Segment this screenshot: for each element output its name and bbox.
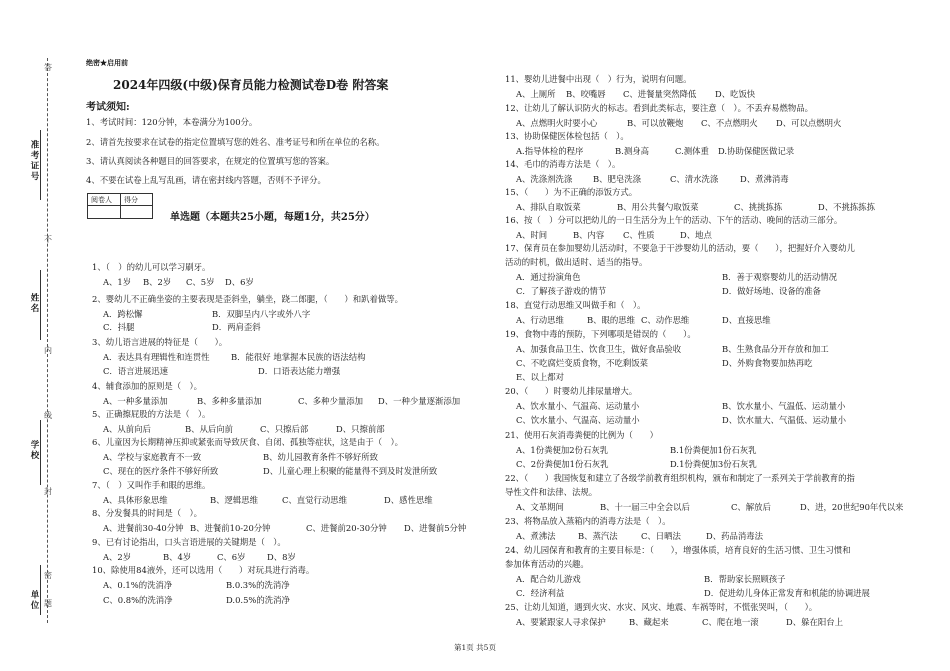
answer-option: C、不吃腐烂变质食物，不吃剩饭菜 (516, 358, 649, 368)
score-box-score: 得分 (124, 196, 138, 204)
answer-option: D、外购食物要加热再吃 (722, 358, 813, 368)
answer-option: D、饮水量大、气温低、运动量小 (722, 415, 846, 425)
notice-line: 1、考试时间：120分钟，本卷满分为100分。 (86, 117, 258, 127)
question-stem: 2、婴幼儿不正确坐姿的主要表现是歪斜坐，躺坐，跷二郎腿，（ ）和趴着做等。 (92, 294, 404, 304)
answer-option: B、幼儿园教育条件不够好所致 (263, 452, 379, 462)
answer-option: D、一种少量逐渐添加 (378, 396, 461, 406)
answer-option: C．语言进展迅速 (103, 366, 169, 376)
answer-option: B.测身高 (615, 146, 649, 156)
answer-option: A、具体形象思维 (103, 495, 168, 505)
question-stem: 25、让幼儿知道，遇到火灾、水灾、风灾、地震、车祸等时，不慌张哭叫，（ ）。 (505, 602, 818, 612)
question-stem: 18、直觉行动思维又叫做手和（ ）。 (505, 300, 646, 310)
answer-option: A、文革期间 (516, 502, 564, 512)
question-stem-cont: 导性文件和法律、法规。 (505, 487, 598, 497)
answer-option: C、5岁 (186, 277, 215, 287)
answer-option: D、进餐前5分钟 (404, 523, 467, 533)
notice-line: 2、请首先按要求在试卷的指定位置填写您的姓名、准考证号和所在单位的名称。 (86, 137, 385, 147)
notice-title: 考试须知: (86, 102, 130, 113)
answer-option: C、日晒法 (641, 531, 681, 541)
answer-option: C、6岁 (217, 552, 246, 562)
notice-line: 3、请认真阅读各种题目的回答要求，在规定的位置填写您的答案。 (86, 156, 335, 166)
answer-option: D、煮沸消毒 (740, 174, 789, 184)
answer-option: A、洗涤剂洗涤 (516, 174, 573, 184)
answer-option: D、地点 (680, 230, 712, 240)
score-box (87, 193, 153, 219)
notice-line: 4、不要在试卷上乱写乱画，请在密封线内答题，否则不予评分。 (86, 175, 326, 185)
binding-label-name: 姓名 (29, 293, 39, 314)
answer-option: A．表达具有理辑性和连贯性 (103, 352, 210, 362)
answer-option: A、一种多量添加 (103, 396, 168, 406)
answer-option: B.1份粪便加1份石灰乳 (670, 445, 757, 455)
answer-option: C．了解孩子游戏的情节 (516, 286, 607, 296)
binding-fill-line (40, 130, 41, 200)
answer-option: C、直觉行动思维 (282, 495, 348, 505)
answer-option: B、咬嘴唇 (566, 89, 606, 99)
section-heading: 单选题（本题共25小题，每题1分，共25分） (170, 212, 375, 223)
answer-option: D、6岁 (225, 277, 254, 287)
binding-fill-line (40, 270, 41, 340)
answer-option: E、以上都对 (516, 372, 564, 382)
answer-option: A、从前向后 (103, 424, 151, 434)
binding-label-school: 学校 (29, 440, 39, 461)
answer-option: B．能很好 地掌握本民族的语法结构 (231, 352, 366, 362)
question-stem: 4、辅食添加的原则是（ ）。 (92, 381, 203, 391)
answer-option: B、生熟食品分开存放和加工 (722, 344, 829, 354)
answer-option: A、加强食品卫生、饮食卫生，做好食品验收 (516, 344, 682, 354)
answer-option: C．抖腿 (103, 322, 135, 332)
question-stem-cont: 参加体育活动的兴趣。 (505, 559, 589, 569)
answer-option: A．配合幼儿游戏 (516, 574, 581, 584)
answer-option: C、性质 (623, 230, 655, 240)
score-box-grader: 阅卷人 (91, 196, 112, 204)
secret-label: 绝密★启用前 (86, 58, 128, 67)
question-stem: 7、（ ）又叫作手和眼的思维。 (92, 480, 211, 490)
answer-option: C、进餐量突然降低 (623, 89, 697, 99)
answer-option: A、行动思维 (516, 315, 564, 325)
answer-option: D、儿童心理上积聚的能量得不到及时发泄所致 (263, 466, 438, 476)
answer-option: C．经济利益 (516, 588, 565, 598)
answer-option: C、0.8%的洗消净 (103, 595, 173, 605)
answer-option: B、2岁 (143, 277, 172, 287)
answer-option: A．通过扮演角色 (516, 272, 581, 282)
question-stem: 15、（ ）为不正确的添饭方式。 (505, 187, 638, 197)
question-stem: 12、让幼儿了解认识防火的标志。看到此类标志，要注意（ ）。不丢弃易燃物品。 (505, 103, 813, 113)
seal-mark: 内 (44, 346, 52, 355)
answer-option: C、多种少量添加 (298, 396, 364, 406)
question-stem: 6、儿童因为长期精神压抑或紧张而导致厌食、自闭、孤独等症状，这是由于（ ）。 (92, 437, 404, 447)
answer-option: D．口语表达能力增强 (258, 366, 341, 376)
answer-option: A、1岁 (103, 277, 132, 287)
answer-option: A．跨松懈 (103, 309, 143, 319)
answer-option: A、饮水量小、气温高、运动量小 (516, 401, 640, 411)
answer-option: D．两肩歪斜 (212, 322, 261, 332)
answer-option: C、挑挑拣拣 (734, 202, 783, 212)
answer-option: D、不挑拣拣拣 (818, 202, 875, 212)
seal-mark: 线 (44, 411, 52, 420)
question-stem: 17、保育员在参加婴幼儿活动时，不要急于干涉婴幼儿的活动，要（ ），把握好介入婴幼儿 (505, 243, 855, 253)
answer-option: B、逻辑思维 (210, 495, 259, 505)
answer-option: B、蒸汽法 (578, 531, 618, 541)
answer-option: A、进餐前30-40分钟 (103, 523, 184, 533)
question-stem: 9、已有讨论指出，口头言语进展的关键期是（ ）。 (92, 537, 286, 547)
answer-option: D、吃饭快 (715, 89, 756, 99)
answer-option: D、药品消毒法 (706, 531, 763, 541)
answer-option: C、饮水量小、气温高、运动量小 (516, 415, 640, 425)
answer-option: C、解放后 (731, 502, 771, 512)
answer-option: A、0.1%的洗消净 (103, 580, 173, 590)
answer-option: C、只擦后部 (260, 424, 309, 434)
seal-mark: 答 (44, 63, 52, 72)
answer-option: B、多种多量添加 (197, 396, 262, 406)
answer-option: B、4岁 (163, 552, 192, 562)
question-stem: 3、幼儿语言进展的特征是（ ）。 (92, 337, 228, 347)
answer-option: B．帮助家长照顾孩子 (704, 574, 786, 584)
page-title: 2024年四级(中级)保育员能力检测试卷D卷 附答案 (113, 78, 389, 92)
question-stem: 10、除使用84液外，还可以选用（ ）对玩具进行消毒。 (92, 565, 315, 575)
answer-option: A、2岁 (103, 552, 132, 562)
question-stem: 19、食物中毒的预防，下列哪项是错误的（ ）。 (505, 329, 696, 339)
binding-fill-line (40, 565, 41, 615)
answer-option: A、学校与家庭教育不一致 (103, 452, 202, 462)
seal-mark: 题 (44, 599, 52, 608)
answer-option: C、现在的医疗条件不够好所致 (103, 466, 219, 476)
answer-option: A、时间 (516, 230, 548, 240)
answer-option: A、上厕所 (516, 89, 556, 99)
answer-option: B、可以放鞭炮 (627, 118, 684, 128)
answer-option: A、排队自取饭菜 (516, 202, 581, 212)
binding-dashed-line (47, 58, 48, 623)
question-stem: 20、（ ）时婴幼儿排尿量增大。 (505, 386, 638, 396)
answer-option: B、十一届三中全会以后 (600, 502, 690, 512)
answer-option: C、进餐前20-30分钟 (306, 523, 387, 533)
question-stem: 23、将物品放入蒸箱内的消毒方法是（ ）。 (505, 516, 671, 526)
answer-option: D、进，20世纪90年代以来 (800, 502, 904, 512)
seal-mark: 密 (44, 571, 52, 580)
answer-option: B.0.3%的洗消净 (226, 580, 290, 590)
answer-option: A、煮沸法 (516, 531, 556, 541)
answer-option: C、爬在地一滚 (702, 617, 759, 627)
answer-option: B、从后向前 (185, 424, 234, 434)
answer-option: A、要紧跟家人寻求保护 (516, 617, 606, 627)
answer-option: B、用公共餐勺取饭菜 (617, 202, 699, 212)
answer-option: D、可以点燃明火 (776, 118, 842, 128)
answer-option: D、躲在阳台上 (786, 617, 843, 627)
answer-option: D、直接思维 (722, 315, 771, 325)
answer-option: D、感性思维 (384, 495, 433, 505)
answer-option: B、藏起来 (629, 617, 669, 627)
question-stem: 8、分发餐具的时间是（ ）。 (92, 508, 203, 518)
question-stem-cont: 活动的时机，做出适时、适当的指导。 (505, 257, 648, 267)
question-stem: 11、婴幼儿进餐中出现（ ）行为，说明有问题。 (505, 74, 692, 84)
answer-option: D、只擦前部 (336, 424, 385, 434)
binding-fill-line (40, 420, 41, 485)
answer-option: A.指导体检的程序 (516, 146, 584, 156)
question-stem: 16、按（ ）分可以把幼儿的一日生活分为上午的活动、下午的活动、晚间的活动三部分。 (505, 215, 843, 225)
answer-option: B、进餐前10-20分钟 (190, 523, 271, 533)
answer-option: C、清水洗涤 (670, 174, 719, 184)
seal-mark: 封 (44, 487, 52, 496)
question-stem: 1、（ ）的幼儿可以学习刷牙。 (92, 262, 211, 272)
page-footer: 第1页 共5页 (454, 643, 496, 652)
answer-option: A、点燃明火时要小心 (516, 118, 598, 128)
answer-option: A、1份粪便加2份石灰乳 (516, 445, 609, 455)
question-stem: 24、幼儿园保育和教育的主要目标是：（ ），增强体质，培育良好的生活习惯、卫生习惯和 (505, 545, 851, 555)
question-stem: 22、（ ）我国恢复和建立了各级学前教育组织机构，颁布和制定了一系列关于学前教育的指 (505, 473, 855, 483)
answer-option: D、8岁 (267, 552, 296, 562)
answer-option: C、动作思维 (641, 315, 690, 325)
question-stem: 13、协助保健医体检包括（ ）。 (505, 131, 629, 141)
answer-option: B．善于观察婴幼儿的活动情况 (722, 272, 838, 282)
answer-option: C、2份粪便加1份石灰乳 (516, 459, 609, 469)
answer-option: D．促进幼儿身体正常发育和机能的协调进展 (704, 588, 870, 598)
answer-option: D.0.5%的洗消净 (226, 595, 290, 605)
seal-mark: 不 (44, 235, 52, 244)
binding-label-exam-number: 准考证号 (29, 140, 39, 182)
answer-option: B、内容 (573, 230, 605, 240)
answer-option: D.1份粪便加3份石灰乳 (670, 459, 757, 469)
answer-option: D．做好场地、设备的准备 (722, 286, 821, 296)
question-stem: 21、使用石灰消毒粪便的比例为（ ） (505, 430, 659, 440)
question-stem: 5、正确擦屁股的方法是（ ）。 (92, 409, 211, 419)
binding-label-unit: 单位 (29, 590, 39, 611)
question-stem: 14、毛巾的消毒方法是（ ）。 (505, 159, 621, 169)
answer-option: B、饮水量小、气温低、运动量小 (722, 401, 846, 411)
answer-option: D.协助保健医做记录 (718, 146, 795, 156)
answer-option: B、眼的思维 (587, 315, 636, 325)
answer-option: C、不点燃明火 (701, 118, 758, 128)
answer-option: B、肥皂洗涤 (593, 174, 642, 184)
answer-option: C.测体重 (675, 146, 709, 156)
answer-option: B．双脚呈内八字或外八字 (212, 309, 311, 319)
